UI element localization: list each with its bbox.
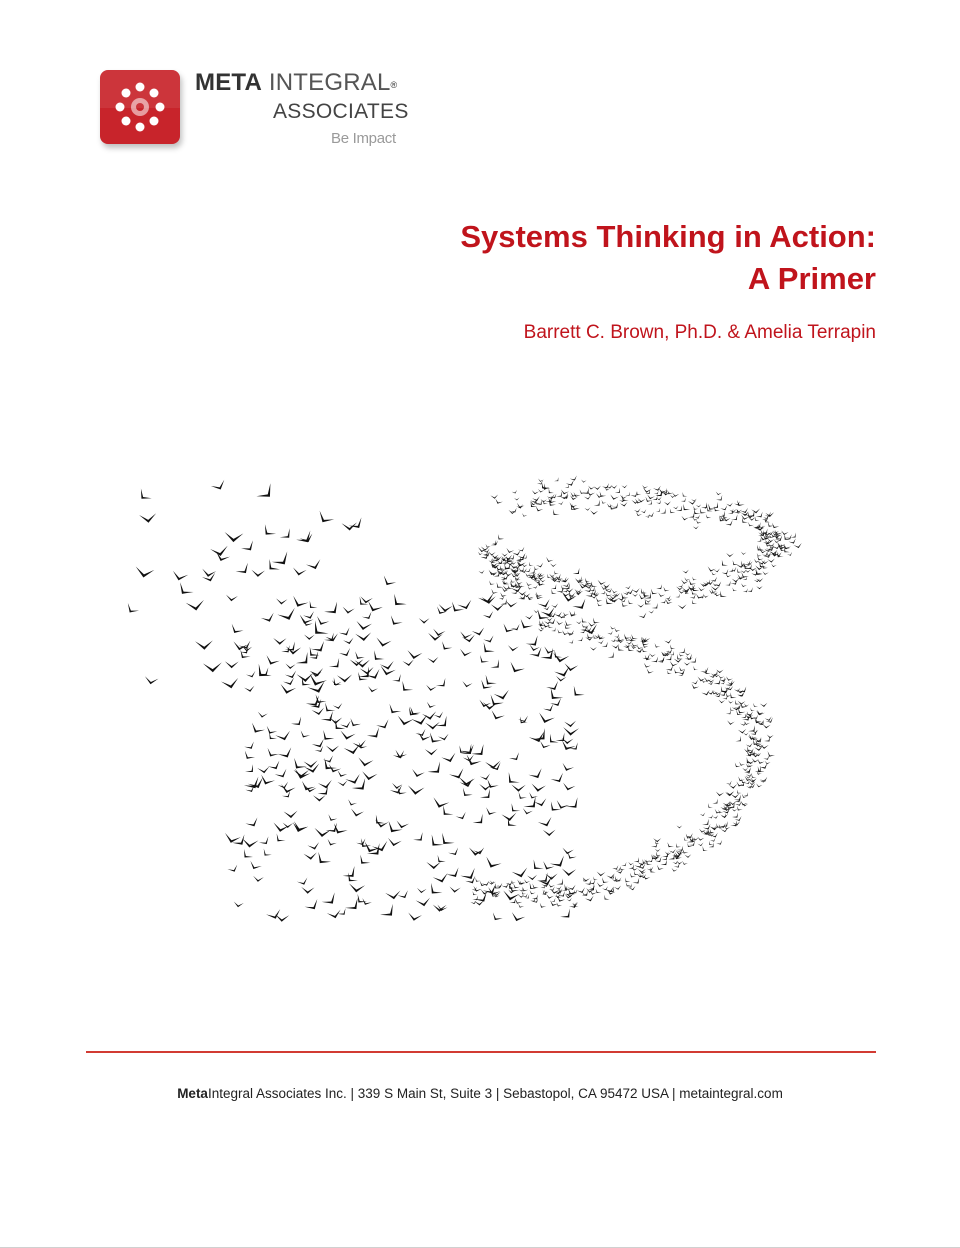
logo-tagline: Be Impact [331, 130, 396, 147]
footer-website: metaintegral.com [679, 1086, 783, 1101]
title-line-2: A Primer [747, 261, 876, 296]
flock-of-birds-icon [120, 440, 840, 1040]
footer-divider [86, 1051, 876, 1053]
company-logo [100, 68, 420, 158]
registered-mark: ® [390, 80, 398, 90]
title-line-1: Systems Thinking in Action: [460, 219, 876, 254]
logo-brand-bold: META [195, 69, 263, 96]
logo-mark-icon [100, 70, 180, 144]
document-authors: Barrett C. Brown, Ph.D. & Amelia Terrapin [523, 322, 876, 343]
footer-company-rest: Integral Associates Inc. [207, 1086, 347, 1101]
logo-brand-light: INTEGRAL [268, 69, 391, 96]
footer-address-text: | 339 S Main St, Suite 3 | Sebastopol, CA 95472 USA | [346, 1086, 680, 1101]
logo-wordmark [195, 68, 397, 98]
document-title [460, 216, 876, 300]
footer-company-bold: Meta [177, 1086, 208, 1101]
footer-address [0, 1086, 960, 1101]
logo-associates: ASSOCIATES [273, 100, 409, 123]
